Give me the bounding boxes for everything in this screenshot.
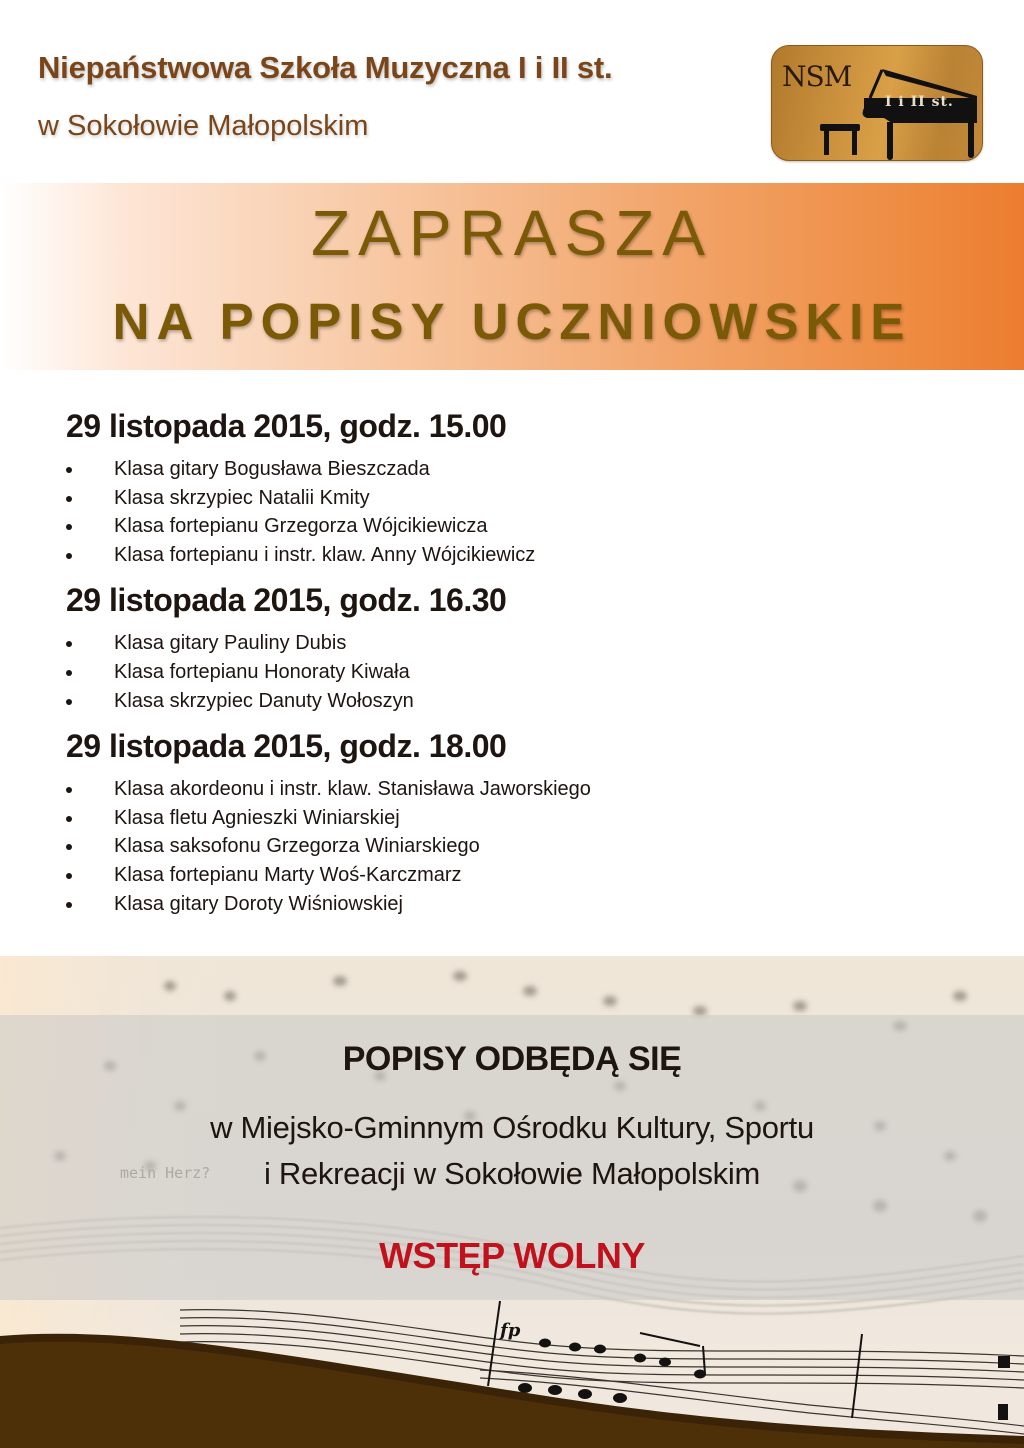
class-name: Klasa fortepianu i instr. klaw. Anny Wójcikiewicz [114,543,536,566]
class-list [66,455,766,569]
logo-text: NSM [782,60,852,93]
banner-invites: ZAPRASZA [311,197,713,269]
session-heading: 29 listopada 2015, godz. 18.00 [66,728,507,765]
class-name: Klasa fortepianu Marty Woś-Karczmarz [114,863,462,886]
class-name: Klasa skrzypiec Danuty Wołoszyn [114,689,414,712]
bullet-icon [66,553,72,559]
list-item [66,890,766,919]
school-name: Niepaństwowa Szkoła Muzyczna I i II st. [38,50,613,85]
bullet-icon [66,873,72,879]
class-name: Klasa fortepianu Grzegorza Wójcikiewicza [114,515,488,538]
bullet-icon [66,524,72,530]
venue-line-2: i Rekreacji w Sokołowie Małopolskim [263,1156,760,1191]
list-item [66,629,766,658]
bullet-icon [66,699,72,705]
bullet-icon [66,670,72,676]
class-name: Klasa fortepianu Honoraty Kiwała [114,660,410,683]
bullet-icon [66,902,72,908]
list-item [66,861,766,890]
session-heading: 29 listopada 2015, godz. 15.00 [66,408,507,444]
session-1800 [66,725,766,918]
school-logo [771,45,983,161]
banner-recitals: NA POPISY UCZNIOWSKIE [112,293,912,350]
svg-text:fp: fp [500,1320,521,1341]
list-item [66,658,766,687]
bullet-icon [66,816,72,822]
class-name: Klasa gitary Pauliny Dubis [114,632,347,655]
venue-line-1: w Miejsko-Gminnym Ośrodku Kultury, Sportu [210,1110,814,1145]
bullet-icon [66,467,72,473]
class-name: Klasa gitary Bogusława Bieszczada [114,458,430,480]
list-item [66,512,766,541]
venue-heading: POPISY ODBĘDĄ SIĘ [342,1040,682,1078]
class-name: Klasa saksofonu Grzegorza Winiarskiego [114,835,480,858]
session-1630 [66,579,766,715]
list-item [66,541,766,570]
class-name: Klasa skrzypiec Natalii Kmity [114,486,370,509]
list-item [66,804,766,833]
school-location: w Sokołowie Małopolskim [38,110,369,142]
session-1500 [66,405,766,569]
list-item [66,687,766,716]
bullet-icon [66,641,72,647]
class-name: Klasa akordeonu i instr. klaw. Stanisława Jaworskiego [114,778,591,801]
list-item [66,484,766,513]
list-item [66,455,766,484]
bullet-icon [66,496,72,502]
free-admission-label: WSTĘP WOLNY [379,1235,645,1276]
class-name: Klasa gitary Doroty Wiśniowskiej [114,892,403,915]
bullet-icon [66,787,72,793]
list-item [66,775,766,804]
class-list [66,629,766,715]
logo-badge: I i II st. [885,94,954,110]
list-item [66,832,766,861]
class-name: Klasa fletu Agnieszki Winiarskiej [114,806,400,829]
recital-schedule [66,405,766,928]
session-heading: 29 listopada 2015, godz. 16.30 [66,582,507,619]
class-list [66,775,766,918]
bullet-icon [66,844,72,850]
